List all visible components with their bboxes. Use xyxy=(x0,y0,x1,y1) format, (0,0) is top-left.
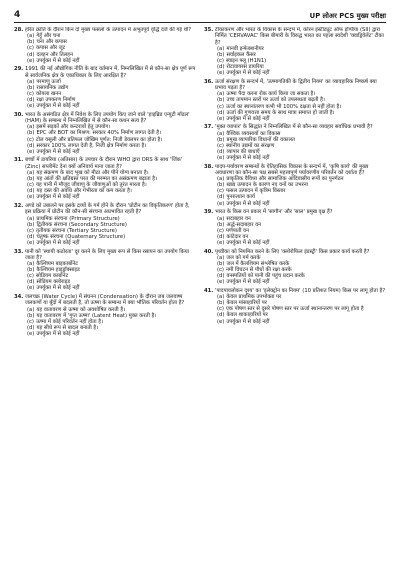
answer-option xyxy=(204,240,386,246)
option-text: सोडियम कार्बोनेट xyxy=(35,273,69,280)
option-text: यह आंतों की क्षतिग्रस्त परत की मरम्मत का असंक्रमण बढ़ाता है। xyxy=(36,176,158,183)
option-text: यह सीधे रूप से बादल बनाती है। xyxy=(36,324,99,331)
option-key: (a) xyxy=(217,176,225,183)
answer-option xyxy=(14,331,196,337)
option-key: (d) xyxy=(27,142,35,149)
option-key: (e) xyxy=(27,194,35,201)
option-key: (b) xyxy=(217,51,225,58)
question-number: 40. xyxy=(204,248,214,255)
option-key: (d) xyxy=(27,324,35,331)
option-text: सोडियम क्लोराइड xyxy=(36,279,71,286)
option-text: जल में कैलशियम संश्लेषित करके xyxy=(226,260,290,267)
question-stem xyxy=(204,79,386,92)
page-number: 4 xyxy=(14,10,21,20)
option-key: (d) xyxy=(27,51,35,58)
question-33 xyxy=(14,249,196,292)
question-34 xyxy=(14,294,196,337)
right-column xyxy=(204,27,386,340)
option-key: (a) xyxy=(217,294,225,301)
question-text: ऊर्जा संरक्षण के सन्दर्भ में, 'ऊष्मागतिकी के द्वितीय नियम' का व्यावहारिक निष्कर्ष क्या प्रभाव पड़ता है? xyxy=(215,78,377,92)
option-text: कांटेदार वन xyxy=(226,233,249,240)
page-title: UP लोअर PCS मुख्य परीक्षा xyxy=(309,12,386,20)
option-key: (b) xyxy=(217,260,225,267)
option-text: उपर्युक्त में से कोई नहीं xyxy=(226,318,270,325)
question-number: 31. xyxy=(14,157,24,164)
option-text: कपास और जूट xyxy=(35,45,66,52)
option-text: दलहन और तिलहन xyxy=(36,51,73,58)
question-stem xyxy=(204,164,386,177)
option-text: कैल्शियम बाइकार्बोनेट xyxy=(36,261,78,268)
question-stem xyxy=(14,157,196,170)
option-key: (e) xyxy=(217,318,225,325)
option-text: चतुष्क संरचना (Quaternary Structure) xyxy=(36,233,126,240)
option-key: (d) xyxy=(217,109,225,116)
question-text: पृथ्वीका को नियमित करने के लिए 'क्लोरोफिल इंडस्ट्री' किस प्रकार कार्य करती है? xyxy=(215,248,370,255)
option-key: (e) xyxy=(217,279,225,286)
question-number: 34. xyxy=(14,294,24,301)
option-key: (e) xyxy=(27,148,35,155)
option-key: (a) xyxy=(27,33,35,40)
option-key: (a) xyxy=(27,215,35,222)
question-stem xyxy=(14,294,196,307)
option-text: रोटावायरस डायरिया xyxy=(226,64,264,71)
option-key: (d) xyxy=(27,97,35,104)
option-text: व्यापार की बाधाएँ xyxy=(226,148,260,155)
option-text: उपर्युक्त में से कोई नहीं xyxy=(36,57,80,64)
option-text: यह संक्रमण के बाद भूख को मीठा और पीने योग्य बनाता है। xyxy=(36,169,149,176)
question-37 xyxy=(204,124,386,161)
option-text: मानवी इन्फेक्शनीयर xyxy=(226,45,264,52)
option-text: रक्षा उपकरण निर्माण xyxy=(36,97,76,104)
option-text: उच्च तापमान स्तरों पर ऊर्जा को उपलब्धता बढ़ती है। xyxy=(226,97,325,104)
option-text: पुनरुत्थान कार्य xyxy=(226,194,255,201)
option-text: स्थानीय उद्यमों का संरक्षण xyxy=(225,142,275,149)
option-text: खाद्य उत्पादन के कारण नए वनों का उभरना xyxy=(226,182,309,189)
question-stem xyxy=(14,249,196,262)
option-key: (d) xyxy=(217,273,225,280)
option-key: (e) xyxy=(27,57,35,64)
question-number: 28. xyxy=(14,27,24,33)
option-key: (b) xyxy=(217,136,225,143)
question-number: 36. xyxy=(204,78,214,85)
question-number: 37. xyxy=(204,124,214,131)
question-40 xyxy=(204,249,386,286)
option-key: (e) xyxy=(27,285,35,292)
option-text: जल को गर्म करके xyxy=(226,254,261,261)
option-key: (d) xyxy=(27,279,35,286)
option-text: यह वातावरण में 'गुप्त ऊष्मा' (Latent Heat) मुक्त करती है। xyxy=(36,312,157,319)
question-text: टीकाकरण और भारत के विकास के सन्दर्भ में, कोरन इंस्टीट्यूट ऑफ इण्डिया (SII) द्वारा निर्मित 'CERVAVAC' किस बीमारी के विरुद्ध भारत का पहला स्वदेशी 'क्वाड्रिवेलेंट' टीका है? xyxy=(215,27,384,46)
question-39 xyxy=(204,209,386,246)
option-key: (c) xyxy=(217,57,224,64)
question-stem xyxy=(14,112,196,125)
option-text: नमी विघटन से पौधों की रक्षा करके xyxy=(225,267,292,273)
question-number: 41. xyxy=(204,287,214,294)
question-36 xyxy=(204,79,386,122)
question-stem xyxy=(14,66,196,79)
option-key: (a) xyxy=(27,124,35,131)
question-41 xyxy=(204,288,386,325)
option-key: (d) xyxy=(217,64,225,71)
question-35 xyxy=(204,27,386,76)
option-key: (b) xyxy=(27,130,35,137)
option-key: (d) xyxy=(217,148,225,155)
option-text: केवल शाकाहारियों पर xyxy=(226,312,268,319)
option-key: (e) xyxy=(217,200,225,207)
question-31 xyxy=(14,157,196,200)
option-key: (e) xyxy=(217,155,225,161)
question-text: बच्चों में डायरिया (अतिसार) के उपचार के दौरान WHO द्वारा ORS के साथ 'जिंक' (Zinc) सप्लीमेंट देना क्यों अनिवार्य माना जाता है? xyxy=(25,157,183,170)
question-text: हरित क्रांति के दौरान किन दो मुख्य फसलों के उत्पादन में अभूतपूर्व वृद्धि दर्ज की गई थी? xyxy=(25,27,192,33)
question-text: 'मुक्त व्यापार' के सिद्धांत ने निम्नलिखित में से कौन-सा व्यवहार सर्वाधिक प्रभावी है? xyxy=(215,124,373,131)
option-key: (b) xyxy=(27,312,35,319)
option-key: (c) xyxy=(217,103,224,110)
option-text: उपर्युक्त में से कोई नहीं xyxy=(226,115,270,122)
option-key: (c) xyxy=(217,227,224,234)
question-number: 38. xyxy=(204,163,214,170)
question-text: भारत के किस वन प्रकार में 'सागौन' और 'साल' प्रमुख वृक्ष हैं? xyxy=(215,209,333,216)
option-key: (c) xyxy=(27,273,34,280)
page-header xyxy=(14,6,386,20)
option-key: (a) xyxy=(217,91,225,98)
option-text: उपर्युक्त में से कोई नहीं xyxy=(226,155,270,161)
option-key: (b) xyxy=(217,182,225,189)
option-text: स्वाइन फ्लू (H1N1) xyxy=(225,57,267,64)
option-key: (e) xyxy=(27,239,35,246)
option-key: (d) xyxy=(217,194,225,201)
option-text: ऊष्मा पैदा करना रोक कार्य किया जा सकता है। xyxy=(226,91,316,98)
option-key: (a) xyxy=(27,78,35,85)
option-text: उपर्युक्त में से कोई नहीं xyxy=(36,285,80,292)
option-key: (c) xyxy=(217,267,224,273)
option-key: (b) xyxy=(27,267,35,274)
option-key: (d) xyxy=(217,312,225,319)
question-text: पानी को 'स्थायी कठोरता' दूर करने के लिए मुख्य रूप से किस रसायन का उपयोग किया जाता है? xyxy=(25,248,190,261)
option-key: (a) xyxy=(217,45,225,52)
answer-option xyxy=(204,201,386,207)
option-key: (c) xyxy=(27,318,34,325)
option-text: केवल मांसाहारियों पर xyxy=(226,300,267,307)
answer-option xyxy=(204,155,386,161)
option-text: रासायनिक उद्योग xyxy=(36,84,69,91)
question-number: 33. xyxy=(14,248,24,255)
option-text: चना और कपास xyxy=(36,39,67,46)
option-text: कोयला खनन xyxy=(35,91,62,97)
option-text: उपर्युक्त में से कोई नहीं xyxy=(226,70,270,77)
option-text: सरकार 100% लागत देती है, निजी क्षेत्र निर्माण करता है। xyxy=(36,142,147,149)
option-text: उपर्युक्त में से कोई नहीं xyxy=(36,103,80,110)
option-key: (b) xyxy=(27,84,35,91)
header-rule xyxy=(14,22,386,23)
option-key: (b) xyxy=(27,176,35,183)
option-key: (c) xyxy=(27,182,34,189)
question-text: भारत के असंगठित क्षेत्र में निवेश के लिए उपयोग किए जाने वाले 'हाइब्रिड एन्युटी मॉडल' (HAM) के सम्बन्ध में निम्नलिखित में से कौन-सा कथन सत्य है? xyxy=(25,111,190,125)
option-text: अर्द्ध-सदाबहार वन xyxy=(226,221,262,228)
option-text: फसल उत्पादन में कृत्रिम विस्तार xyxy=(225,188,286,195)
option-key: (e) xyxy=(217,70,225,77)
option-key: (a) xyxy=(27,169,35,176)
option-text: उपर्युक्त में से कोई नहीं xyxy=(226,279,270,286)
option-key: (b) xyxy=(217,221,225,228)
question-number: 29. xyxy=(14,66,24,73)
question-38 xyxy=(204,164,386,207)
option-key: (c) xyxy=(27,91,34,97)
option-key: (b) xyxy=(27,39,35,46)
question-text: पादप-पर्यावरण सम्बन्धों के ऐतिहासिक विकास के सन्दर्भ में, 'कृषि कार्य' की मुख्य अवधारणा का कौन-सा पक्ष सबसे महत्त्वपूर्ण पर्यावरणीय परिवर्तन को दर्शाता है? xyxy=(215,163,369,176)
option-key: (c) xyxy=(217,188,224,195)
option-key: (e) xyxy=(217,239,225,246)
option-text: द्वितीयक संरचना (Secondary Structure) xyxy=(36,221,127,228)
option-text: उपर्युक्त में से कोई नहीं xyxy=(226,200,270,207)
option-text: इसमें सड़कों और कन्टरावों हेतु उपयोग। xyxy=(36,124,111,131)
answer-option xyxy=(14,285,196,291)
option-key: (e) xyxy=(217,115,225,122)
option-text: ऊष्मा में कोई परिवर्तन नहीं होता है। xyxy=(35,318,104,325)
question-text: 1991 की नई औद्योगिक नीति के बाद वर्तमान में, निम्नलिखित में से कौन-सा क्षेत्र पूर्ण रूप से सार्वजनिक क्षेत्र के एकाधिकार के लिए आरक्षित है? xyxy=(25,66,196,79)
option-key: (a) xyxy=(217,130,225,137)
option-text: केवल प्राथमिक उपभोक्ता पर xyxy=(226,294,282,301)
answer-option xyxy=(204,70,386,76)
option-text: कैल्शियम हाइड्रॉक्साइड xyxy=(36,267,80,274)
question-number: 39. xyxy=(204,209,214,216)
option-text: वनस्पतियों को पानी की पहुंच प्रदान करके xyxy=(226,273,305,280)
question-30 xyxy=(14,112,196,155)
option-text: परमाणु ऊर्जा xyxy=(36,78,61,85)
option-text: यह दस्त की अवधि और गंभीरता को कम करता है। xyxy=(36,188,132,195)
option-key: (c) xyxy=(27,136,34,143)
left-column xyxy=(14,27,196,340)
option-key: (c) xyxy=(27,227,34,234)
option-text: प्रमुख व्यापारिक विधानों की वकालत xyxy=(226,136,296,143)
option-text: तृतीयक संरचना (Tertiary Structure) xyxy=(35,227,117,234)
option-text: ऊर्जा की गुणवत्ता समय के साथ मात्रा समाप्त हो जाती है। xyxy=(226,109,335,116)
option-key: (b) xyxy=(217,97,225,104)
question-number: 30. xyxy=(14,111,24,118)
question-number: 32. xyxy=(14,203,24,209)
question-29 xyxy=(14,66,196,109)
option-key: (c) xyxy=(217,142,224,149)
option-key: (a) xyxy=(217,254,225,261)
option-text: ऊर्जा का स्थानांतरण कभी भी 100% दक्षता से नहीं होता है। xyxy=(225,103,342,110)
option-key: (d) xyxy=(217,233,225,240)
question-columns xyxy=(14,27,386,340)
option-text: टोल वसूली और प्रतिफल जोखिम पूर्णत: निजी डेवलपर का होता है। xyxy=(35,136,163,143)
option-text: प्राकृतिक वैविध्य और सामाजिक आदिवासीय रूपों का पुनर्गठन xyxy=(226,176,344,183)
answer-option xyxy=(204,279,386,285)
option-text: यह पानी में मौजूद जीवाणु के जीवाणुओं को तुरंत मारता है। xyxy=(35,182,147,189)
option-key: (e) xyxy=(27,103,35,110)
answer-option xyxy=(204,319,386,325)
option-text: उपर्युक्त में से कोई नहीं xyxy=(36,148,80,155)
option-key: (c) xyxy=(27,45,34,52)
option-key: (a) xyxy=(217,215,225,222)
question-stem xyxy=(14,203,196,216)
answer-option xyxy=(14,240,196,246)
option-text: EPC और BOT का मिश्रण: सरकार 40% निर्माण लागत देती है। xyxy=(36,130,162,137)
answer-option xyxy=(14,103,196,109)
option-text: प्राथमिक संरचना (Primary Structure) xyxy=(36,215,120,222)
question-text: अण्डे को उबालने पर इसके द्रव्यों के गर्म होने के दौरान 'प्रोटीन का विकृतिकरण' होता है, इस प्रक्रिया में प्रोटीन की कौन-सी संरचना अप्रभावित रहती है? xyxy=(25,203,190,216)
option-text: उपर्युक्त में से कोई नहीं xyxy=(36,194,80,201)
question-text: जलचक्र (Water Cycle) में संघनन (Condensation) के दौरान जब जलवाष्प जलकणों या बूँदों में बदलती है, तो ऊष्मा के सम्बन्ध में क्या भौतिक परिवर्तन होता है? xyxy=(25,294,185,307)
option-text: वैश्विक व्यवसायों का विकास xyxy=(226,130,281,137)
answer-option xyxy=(14,194,196,200)
option-key: (c) xyxy=(217,306,224,313)
option-text: उपर्युक्त में से कोई नहीं xyxy=(36,239,80,246)
option-text: सदाबहार वन xyxy=(226,215,251,222)
option-key: (a) xyxy=(27,261,35,268)
answer-option xyxy=(204,116,386,122)
option-key: (e) xyxy=(27,331,35,337)
answer-option xyxy=(14,149,196,155)
option-text: पर्णपाती वन xyxy=(225,227,249,234)
question-28 xyxy=(14,27,196,64)
question-text: 'पादपावलोकन दृश्य' का 'इलेक्ट्रोन का नियम' (10 प्रतिशत नियम) किस पर लागू होता है? xyxy=(215,287,386,294)
option-key: (a) xyxy=(27,306,35,313)
option-key: (d) xyxy=(27,233,35,240)
option-text: उपर्युक्त में से कोई नहीं xyxy=(226,239,270,246)
option-text: एक पोषण स्तर से दूसरे पोषण स्तर पर ऊर्जा स्थानान्तरण पर लागू होता है xyxy=(225,306,364,313)
option-text: सर्वाइकल कैंसर xyxy=(226,51,256,58)
option-key: (b) xyxy=(217,300,225,307)
option-text: उपर्युक्त में से कोई नहीं xyxy=(36,331,80,337)
answer-option xyxy=(14,58,196,64)
option-key: (d) xyxy=(27,188,35,195)
question-stem xyxy=(204,27,386,46)
option-text: यह वातावरण से ऊष्मा को अवशोषित करती है। xyxy=(36,306,126,313)
option-text: गेहूँ और चना xyxy=(36,33,61,40)
option-key: (b) xyxy=(27,221,35,228)
question-number: 35. xyxy=(204,27,214,33)
question-32 xyxy=(14,203,196,246)
